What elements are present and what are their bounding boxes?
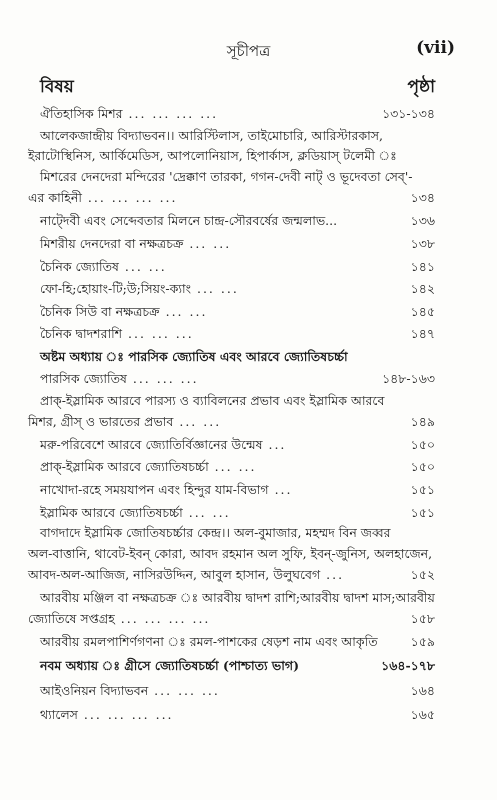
toc-entry	[28, 566, 435, 584]
entry-page: ১৬৪-১৭৮	[381, 658, 435, 673]
toc-entry	[40, 105, 435, 123]
toc-entry	[40, 392, 435, 410]
entry-page: ১৫১	[410, 482, 435, 497]
entry-title: আলেকজান্দ্রীয় বিদ্যাভবন।। আরিস্টিলাস, তাইমোচারি, আরিস্টারকাস,	[40, 128, 383, 143]
page-heading: পৃষ্ঠা	[407, 77, 435, 97]
toc-entry	[40, 682, 435, 700]
entry-page: ১৬৪	[410, 683, 435, 698]
subject-heading: বিষয়	[40, 77, 74, 97]
toc-entry	[40, 481, 435, 499]
leader-dots: ...	[268, 482, 293, 497]
leader-dots: ... ...	[182, 505, 231, 520]
entry-page: ১৪৭	[410, 326, 435, 341]
entry-title: ইরাটোস্থিনিস, আর্কিমেডিস, আপলোনিয়াস, হিপার্কাস, ক্লডিয়াস্ টলেমী ঃ	[28, 148, 397, 163]
entry-title: এর কাহিনী	[28, 190, 82, 205]
entry-title: চৈনিক জ্যোতিষ	[40, 259, 119, 274]
entry-page: ১৪২	[410, 281, 435, 296]
entry-page: ১৪৯	[410, 414, 435, 429]
toc-entry	[40, 370, 435, 388]
page-number: (vii)	[416, 38, 455, 58]
toc-entry	[28, 545, 435, 563]
toc-entry	[40, 303, 435, 321]
leader-dots: ... ... ...	[148, 683, 220, 698]
toc-entry	[40, 436, 435, 454]
toc-entry	[40, 212, 435, 230]
entry-title: থ্যালেস	[40, 707, 78, 722]
entry-title: ইস্লামিক আরবে জ্যোতিষচর্চ্চা	[40, 505, 183, 520]
toc-entry	[40, 280, 435, 298]
entry-title: মিশরীয় দেনদেরা বা নক্ষত্রচক্র	[40, 236, 184, 251]
chapter-heading	[40, 348, 435, 366]
leader-dots: ... ... ...	[122, 326, 194, 341]
entry-page: ১৫০	[410, 459, 435, 474]
entry-title: পারসিক জ্যোতিষ	[40, 371, 127, 386]
entry-title: অল-বাত্তানি, থাবেট-ইবন্ কোরা, আবদ রহমান অল সুফি, ইবন্-জুনিস, অলহাজেন,	[28, 546, 433, 561]
entry-title: আরবীয় রমলপাশির্ণগণনা ঃ রমল-পাশকের ষেড়শ নাম এবং আকৃতি	[40, 634, 378, 649]
toc-entry	[40, 589, 435, 607]
leader-dots: ... ...	[208, 459, 257, 474]
toc-entry	[40, 524, 435, 542]
entry-title: ফো-হি;হোয়াং-টি;উ;সিয়ং-ক্যাং	[40, 281, 191, 296]
entry-title: মিশর, গ্রীস্ ও ভারতের প্রভাব	[28, 414, 174, 429]
entry-page: ১৩৪	[410, 190, 435, 205]
entry-page: ১৩৮	[410, 236, 435, 251]
entry-title: নাট্দেবী এবং সেব্দেবতার মিলনে চান্দ্র-সৌরবর্ষের জন্মলাভ...	[40, 213, 338, 228]
toc-entry	[40, 168, 435, 186]
entry-title: ঐতিহাসিক মিশর	[40, 106, 123, 121]
leader-dots: ... ...	[191, 281, 239, 296]
leader-dots: ... ... ...	[126, 371, 199, 386]
entry-page: ১৫০	[410, 437, 435, 452]
leader-dots: ... ...	[173, 414, 222, 429]
toc-entry	[40, 504, 435, 522]
entry-page: ১৫২	[410, 567, 435, 582]
leader-dots: ...	[320, 567, 345, 582]
entry-title: প্রাক্-ইস্লামিক আরবে পারস্য ও ব্যাবিলনের প্রভাব এবং ইস্লামিক আরবে	[40, 393, 385, 408]
leader-dots: ... ...	[159, 304, 208, 319]
entry-title: আরবীয় মঞ্জিল বা নক্ষত্রচক্র ঃ আরবীয় দ্বাদশ রাশি;আরবীয় দ্বাদশ মাস;আরবীয়	[40, 590, 435, 605]
toc-entry	[28, 413, 435, 431]
entry-page: ১৪৮-১৬৩	[382, 371, 435, 386]
leader-dots: ... ... ... ...	[114, 611, 211, 626]
leader-dots: ... ... ... ...	[81, 190, 178, 205]
entry-title: আবদ-অল-আজিজ, নাসিরউদ্দিন, আবুল হাসান, উলুঘবেগ	[28, 567, 321, 582]
entry-title: চৈনিক সিউ বা নক্ষত্রচক্র	[40, 304, 160, 319]
entry-title: অষ্টম অধ্যায় ঃ পারসিক জ্যোতিষ এবং আরবে জ্যোতিষচর্চ্চা	[40, 349, 348, 364]
entry-title: আইওনিয়ন বিদ্যাভবন	[40, 683, 149, 698]
entry-page: ১৫১	[410, 505, 435, 520]
toc-entry	[40, 633, 435, 651]
entry-page: ১৫৮	[410, 611, 435, 626]
entry-title: নবম অধ্যায় ঃ গ্রীসে জ্যোতিষচর্চ্চা (পাশ্চাত্য ভাগ)	[40, 658, 299, 673]
entry-page: ১৪১	[410, 259, 435, 274]
toc-entry	[40, 706, 435, 724]
toc-entry	[28, 610, 435, 628]
toc-entry	[28, 147, 435, 165]
entry-title: চৈনিক দ্বাদশরাশি	[40, 326, 123, 341]
entry-title: বাগদাদে ইস্লামিক জোতিষচর্চ্চার কেন্দ্র।। অল-বুমাজার, মহম্মদ বিন জব্বর	[40, 525, 391, 540]
entry-page: ১৩১-১৩৪	[382, 106, 435, 121]
running-title: সূচীপত্র	[226, 42, 271, 60]
entry-title: মিশরের দেনদেরা মন্দিরের 'দ্রেক্কাণ তারকা, গগন-দেবী নাট্ ও ভূদেবতা সেব্'-	[40, 169, 413, 184]
entry-title: প্রাক্-ইস্লামিক আরবে জ্যোতিষচর্চ্চা	[40, 459, 209, 474]
entry-title: নাখোদা-রহে সময়যাপন এবং হিন্দুর যাম-বিভাগ	[40, 482, 269, 497]
leader-dots: ...	[262, 437, 287, 452]
toc-entry	[40, 258, 435, 276]
toc-entry	[40, 458, 435, 476]
chapter-heading	[40, 657, 435, 675]
leader-dots: ... ... ... ...	[77, 707, 174, 722]
entry-page: ১৫৯	[410, 634, 435, 649]
entry-title: মরু-পরিবেশে আরবে জ্যোতির্বিজ্ঞানের উন্মেষ	[40, 437, 263, 452]
leader-dots: ... ... ... ...	[122, 106, 219, 121]
entry-title: জ্যোতিষে সপ্তগ্রহ	[28, 611, 115, 626]
toc-entry	[40, 127, 435, 145]
entry-page: ১৬৫	[410, 707, 435, 722]
toc-entry	[40, 235, 435, 253]
leader-dots: ... ...	[183, 236, 232, 251]
toc-entry	[28, 189, 435, 207]
entry-page: ১৩৬	[410, 213, 435, 228]
entry-page: ১৪৫	[410, 304, 435, 319]
leader-dots: ... ...	[118, 259, 167, 274]
toc-entry	[40, 325, 435, 343]
